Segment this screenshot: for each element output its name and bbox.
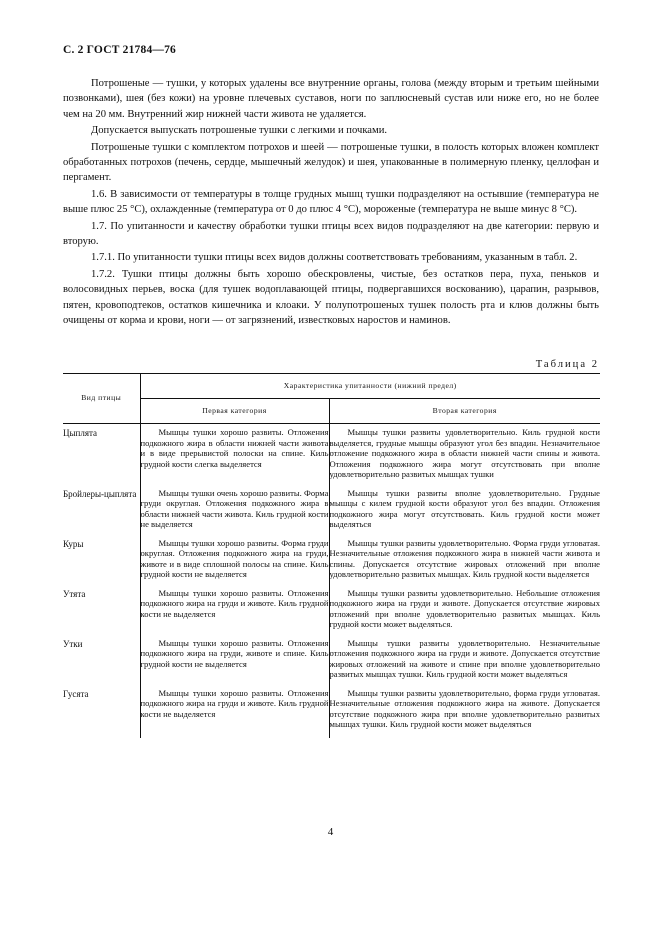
paragraph: 1.7. По упитанности и качеству обработки тушки птицы всех видов подразделяют на две категории: первую и вторую.	[63, 220, 599, 248]
page-number: 4	[327, 826, 334, 838]
paragraph: 1.7.2. Тушки птицы должны быть хорошо обескровлены, чистые, без остатков пера, пуха, пеньков и волосовидных перьев, воска (для тушек водоплавающей птицы, подвергавшихся воскованию), царапин, разрывов, пятен, кровоподтеков, остатков кишечника и клоаки. У полупотрошеных тушек полость рта и клюв должны быть очищены от корма и крови, ноги — от загрязнений, известковых наростов и наминов.	[63, 268, 599, 327]
body-text	[63, 76, 599, 330]
bird-cell: Утята	[63, 588, 140, 638]
header-first-category: Первая категория	[140, 399, 329, 424]
table-row	[63, 488, 600, 538]
second-category-cell: Мышцы тушки развиты удовлетворительно. Небольшие отложения подкожного жира на груди и животе. Допускается отсутствие жировых отложений при вполне удовлетворительно развитых мышцах. Киль грудной кости может выделяться.	[329, 587, 600, 629]
table-row	[63, 424, 600, 488]
first-category-cell: Мышцы тушки хорошо развиты. Отложения подкожного жира в области нижней части живота и в виде прерывистой полоски на спине. Киль грудной кости слегка выделяется	[140, 424, 329, 488]
table-header-row	[63, 374, 600, 399]
bird-cell: Утки	[63, 638, 140, 688]
paragraph: Потрошеные тушки с комплектом потрохов и шеей — потрошеные тушки, в полость которых вложен комплект обработанных потрохов (печень, сердце, мышечный желудок) и шея, упакованные в полимерную пленку, целлофан и пергамент.	[63, 141, 599, 184]
paragraph: 1.6. В зависимости от температуры в толще грудных мышц тушки подразделяют на остывшие (температура не выше плюс 25 °С), охлажденные (температура от 0 до плюс 4 °С), мороженые (температура не выше минус 8 °С).	[63, 188, 599, 216]
bird-cell: Гусята	[63, 688, 140, 738]
bird-cell: Цыплята	[63, 424, 140, 488]
table-row	[63, 688, 600, 738]
page-header: С. 2 ГОСТ 21784—76	[63, 44, 176, 56]
first-category-cell: Мышцы тушки хорошо развиты. Отложения подкожного жира на груди и животе. Киль грудной кости не выделяется	[140, 688, 329, 738]
second-category-cell: Мышцы тушки развиты вполне удовлетворительно. Грудные мышцы с килем грудной кости образуют угол без впадин. Отложения подкожного жира могут отсутствовать. Киль грудной кости может выделяться	[329, 487, 600, 529]
fatness-table	[63, 373, 600, 738]
second-category-cell: Мышцы тушки развиты удовлетворительно, форма груди угловатая. Незначительные отложения подкожного жира на животе. Допускается отсутствие подкожного жира при вполне удовлетворительно развитых мышцах тушки. Киль грудной кости может выделяться	[329, 687, 600, 729]
first-category-cell: Мышцы тушки хорошо развиты. Отложения подкожного жира на груди и животе. Киль грудной кости не выделяется	[140, 588, 329, 638]
first-category-cell: Мышцы тушки очень хорошо развиты. Форма груди округлая. Отложения подкожного жира в области нижней части живота. Киль грудной кости не выделяется	[140, 488, 329, 538]
table-subheader-row	[63, 399, 600, 424]
table-row	[63, 638, 600, 688]
header-second-category: Вторая категория	[329, 399, 600, 424]
first-category-cell: Мышцы тушки хорошо развиты. Форма груди округлая. Отложения подкожного жира на груди, животе и в виде сплошной полосы на спине. Киль грудной кости не выделяется	[140, 538, 329, 588]
bird-cell: Куры	[63, 538, 140, 588]
table-row	[63, 538, 600, 588]
second-category-cell: Мышцы тушки развиты удовлетворительно. Незначительные отложения подкожного жира на груди и животе. Допускается отсутствие жировых отложений на животе и спине при вполне удовлетворительно развитых мышцах тушки. Киль грудной кости может выделяться	[329, 637, 600, 679]
first-category-cell: Мышцы тушки хорошо развиты. Отложения подкожного жира на груди, животе и спине. Киль грудной кости не выделяется	[140, 638, 329, 688]
table-row	[63, 588, 600, 638]
paragraph: Допускается выпускать потрошеные тушки с легкими и почками.	[91, 125, 388, 137]
header-characteristic: Характеристика упитанности (нижний предел)	[140, 374, 600, 399]
header-bird-type: Вид птицы	[63, 374, 140, 424]
table-caption: Таблица 2	[535, 359, 599, 370]
second-category-cell: Мышцы тушки развиты удовлетворительно. Форма груди угловатая. Незначительные отложения подкожного жира в нижней части живота и спины. Допускается отсутствие жировых отложений при вполне удовлетворительно развитых мышцах. Киль грудной кости выделяется	[329, 537, 600, 579]
paragraph: 1.7.1. По упитанности тушки птицы всех видов должны соответствовать требованиям, указанным в табл. 2.	[91, 252, 578, 264]
bird-cell: Бройлеры-цыплята	[63, 488, 140, 538]
second-category-cell: Мышцы тушки развиты удовлетворительно. Киль грудной кости выделяется, грудные мышцы образуют угол без впадин. Незначительное отложение подкожного жира в области нижней части спины и живота. Отложения подкожного жира могут отсутствовать при вполне удовлетворительно развитых мышцах тушки	[329, 427, 600, 479]
paragraph: Потрошеные — тушки, у которых удалены все внутренние органы, голова (между вторым и третьим шейными позвонками), шея (без кожи) на уровне плечевых суставов, ноги по заплюсневый сустав или ниже его, но не более чем на 20 мм. Внутренний жир нижней части живота не удаляется.	[63, 78, 599, 120]
